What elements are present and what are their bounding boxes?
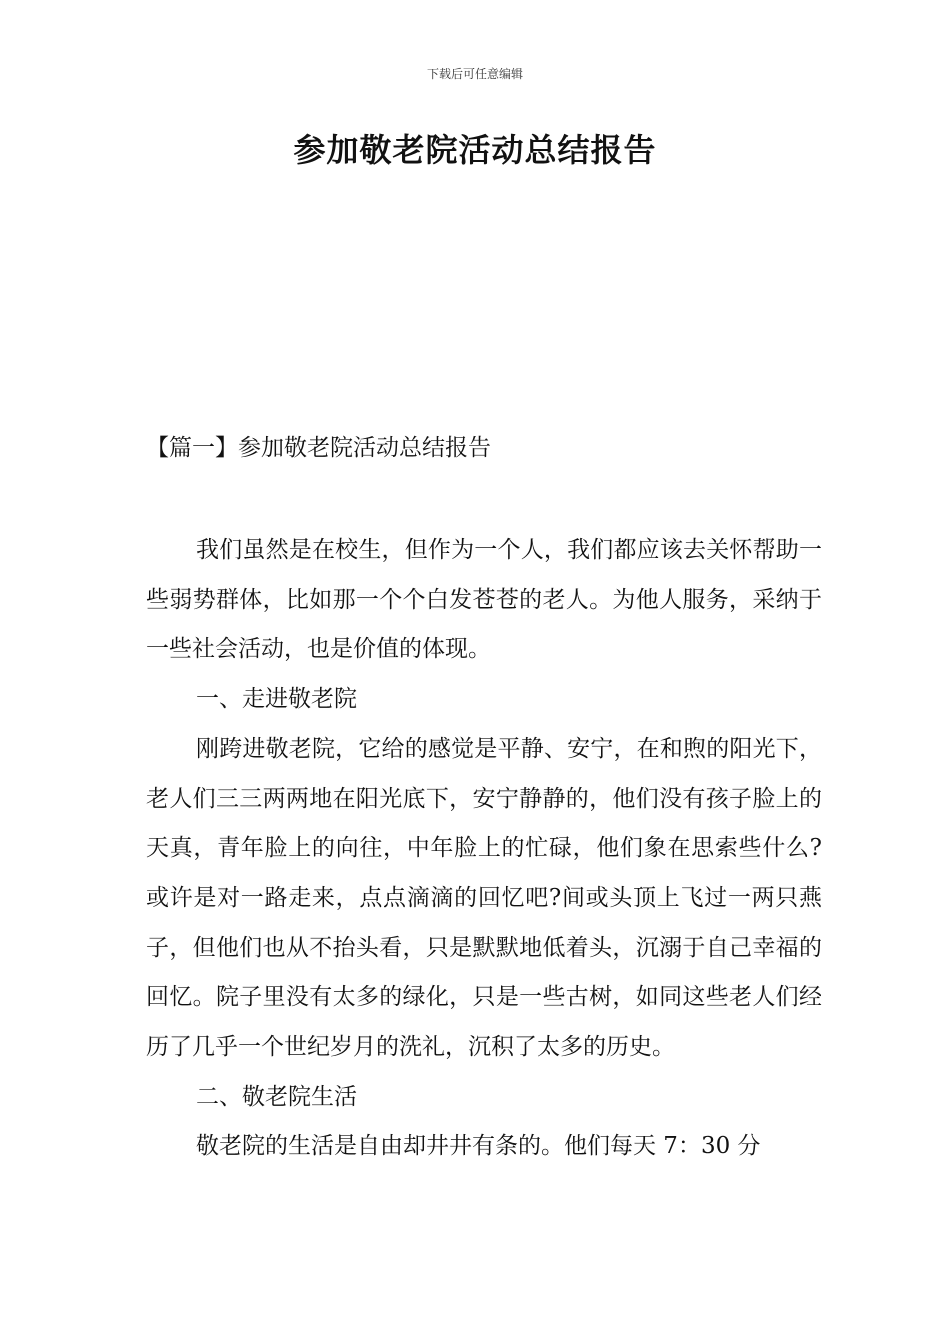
paragraph-intro: 我们虽然是在校生，但作为一个人，我们都应该去关怀帮助一些弱势群体，比如那一个个白发苍苍的老人。为他人服务，采纳于一些社会活动，也是价值的体现。: [146, 537, 822, 663]
header-note: 下载后可任意编辑: [426, 67, 523, 81]
body-text: [146, 526, 822, 1172]
section-heading: 【篇一】参加敬老院活动总结报告: [146, 435, 491, 461]
subheading-enter-nursing-home: 一、走进敬老院: [196, 686, 357, 713]
paragraph-daily-life: 敬老院的生活是自由却井井有条的。他们每天 7：30 分: [196, 1133, 761, 1160]
document-title: 参加敬老院活动总结报告: [293, 131, 657, 169]
subheading-nursing-home-life: 二、敬老院生活: [196, 1083, 357, 1110]
paragraph-first-impression: 刚跨进敬老院，它给的感觉是平静、安宁，在和煦的阳光下，老人们三三两两地在阳光底下，安宁静静的，他们没有孩子脸上的天真，青年脸上的向往，中年脸上的忙碌，他们象在思索些什么?或许是对一路走来，点点滴滴的回忆吧?间或头顶上飞过一两只燕子，但他们也从不抬头看，只是默默地低着头，沉溺于自己幸福的回忆。院子里没有太多的绿化，只是一些古树，如同这些老人们经历了几乎一个世纪岁月的洗礼，沉积了太多的历史。: [146, 735, 822, 1061]
